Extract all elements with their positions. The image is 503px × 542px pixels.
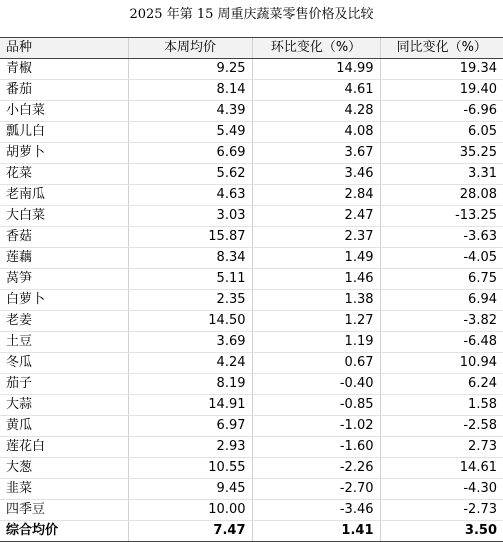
variety-cell: 冬瓜 bbox=[0, 353, 128, 374]
mom-change-cell: 1.38 bbox=[252, 290, 380, 311]
yoy-change-cell: -3.63 bbox=[380, 227, 503, 248]
mom-change-cell: -1.60 bbox=[252, 437, 380, 458]
weekly-price-cell: 9.25 bbox=[128, 59, 252, 80]
weekly-price-cell: 5.11 bbox=[128, 269, 252, 290]
table-row bbox=[0, 458, 503, 479]
variety-cell: 莲藕 bbox=[0, 248, 128, 269]
yoy-change-cell: 6.94 bbox=[380, 290, 503, 311]
yoy-change-cell: -4.05 bbox=[380, 248, 503, 269]
table-row bbox=[0, 479, 503, 500]
yoy-change-cell: -2.58 bbox=[380, 416, 503, 437]
variety-cell: 大葱 bbox=[0, 458, 128, 479]
weekly-price-cell: 9.45 bbox=[128, 479, 252, 500]
mom-change-cell: 1.41 bbox=[252, 521, 380, 542]
mom-change-cell: 1.46 bbox=[252, 269, 380, 290]
table-header bbox=[0, 38, 503, 59]
yoy-change-cell: 1.58 bbox=[380, 395, 503, 416]
table-row bbox=[0, 353, 503, 374]
mom-change-cell: -0.40 bbox=[252, 374, 380, 395]
column-header-weekly-price: 本周均价 bbox=[128, 38, 252, 59]
table-row bbox=[0, 332, 503, 353]
variety-cell: 白萝卜 bbox=[0, 290, 128, 311]
column-header-variety: 品种 bbox=[0, 38, 128, 59]
variety-cell: 土豆 bbox=[0, 332, 128, 353]
table-row bbox=[0, 164, 503, 185]
yoy-change-cell: 3.31 bbox=[380, 164, 503, 185]
price-table bbox=[0, 37, 503, 542]
weekly-price-cell: 10.55 bbox=[128, 458, 252, 479]
header-row bbox=[0, 38, 503, 59]
yoy-change-cell: -4.30 bbox=[380, 479, 503, 500]
mom-change-cell: 1.27 bbox=[252, 311, 380, 332]
yoy-change-cell: 28.08 bbox=[380, 185, 503, 206]
average-row bbox=[0, 521, 503, 542]
weekly-price-cell: 8.19 bbox=[128, 374, 252, 395]
yoy-change-cell: 10.94 bbox=[380, 353, 503, 374]
variety-cell: 四季豆 bbox=[0, 500, 128, 521]
yoy-change-cell: -6.96 bbox=[380, 101, 503, 122]
variety-cell: 综合均价 bbox=[0, 521, 128, 542]
weekly-price-cell: 3.03 bbox=[128, 206, 252, 227]
yoy-change-cell: 2.73 bbox=[380, 437, 503, 458]
weekly-price-cell: 4.24 bbox=[128, 353, 252, 374]
weekly-price-cell: 7.47 bbox=[128, 521, 252, 542]
mom-change-cell: 14.99 bbox=[252, 59, 380, 80]
mom-change-cell: 2.37 bbox=[252, 227, 380, 248]
mom-change-cell: -0.85 bbox=[252, 395, 380, 416]
yoy-change-cell: 6.24 bbox=[380, 374, 503, 395]
table-row bbox=[0, 143, 503, 164]
weekly-price-cell: 6.97 bbox=[128, 416, 252, 437]
weekly-price-cell: 10.00 bbox=[128, 500, 252, 521]
yoy-change-cell: -2.73 bbox=[380, 500, 503, 521]
mom-change-cell: 4.28 bbox=[252, 101, 380, 122]
table-row bbox=[0, 374, 503, 395]
yoy-change-cell: 19.40 bbox=[380, 80, 503, 101]
variety-cell: 大蒜 bbox=[0, 395, 128, 416]
variety-cell: 番茄 bbox=[0, 80, 128, 101]
mom-change-cell: 1.19 bbox=[252, 332, 380, 353]
table-row bbox=[0, 59, 503, 80]
yoy-change-cell: 6.75 bbox=[380, 269, 503, 290]
yoy-change-cell: 19.34 bbox=[380, 59, 503, 80]
mom-change-cell: 1.49 bbox=[252, 248, 380, 269]
yoy-change-cell: -13.25 bbox=[380, 206, 503, 227]
weekly-price-cell: 5.49 bbox=[128, 122, 252, 143]
table-row bbox=[0, 290, 503, 311]
variety-cell: 青椒 bbox=[0, 59, 128, 80]
table-row bbox=[0, 227, 503, 248]
mom-change-cell: 3.67 bbox=[252, 143, 380, 164]
weekly-price-cell: 8.14 bbox=[128, 80, 252, 101]
weekly-price-cell: 14.50 bbox=[128, 311, 252, 332]
weekly-price-cell: 2.35 bbox=[128, 290, 252, 311]
table-row bbox=[0, 500, 503, 521]
weekly-price-cell: 5.62 bbox=[128, 164, 252, 185]
weekly-price-cell: 4.39 bbox=[128, 101, 252, 122]
mom-change-cell: 0.67 bbox=[252, 353, 380, 374]
variety-cell: 大白菜 bbox=[0, 206, 128, 227]
weekly-price-cell: 15.87 bbox=[128, 227, 252, 248]
table-row bbox=[0, 395, 503, 416]
variety-cell: 小白菜 bbox=[0, 101, 128, 122]
table-row bbox=[0, 248, 503, 269]
variety-cell: 老姜 bbox=[0, 311, 128, 332]
weekly-price-cell: 2.93 bbox=[128, 437, 252, 458]
mom-change-cell: 2.84 bbox=[252, 185, 380, 206]
yoy-change-cell: -3.82 bbox=[380, 311, 503, 332]
mom-change-cell: 4.61 bbox=[252, 80, 380, 101]
mom-change-cell: 4.08 bbox=[252, 122, 380, 143]
mom-change-cell: -2.70 bbox=[252, 479, 380, 500]
yoy-change-cell: 35.25 bbox=[380, 143, 503, 164]
column-header-yoy-change: 同比变化（%） bbox=[380, 38, 503, 59]
yoy-change-cell: 6.05 bbox=[380, 122, 503, 143]
mom-change-cell: 3.46 bbox=[252, 164, 380, 185]
yoy-change-cell: 3.50 bbox=[380, 521, 503, 542]
table-body bbox=[0, 59, 503, 542]
variety-cell: 莲花白 bbox=[0, 437, 128, 458]
table-row bbox=[0, 80, 503, 101]
mom-change-cell: 2.47 bbox=[252, 206, 380, 227]
weekly-price-cell: 6.69 bbox=[128, 143, 252, 164]
table-row bbox=[0, 185, 503, 206]
mom-change-cell: -3.46 bbox=[252, 500, 380, 521]
table-row bbox=[0, 122, 503, 143]
variety-cell: 茄子 bbox=[0, 374, 128, 395]
variety-cell: 香菇 bbox=[0, 227, 128, 248]
variety-cell: 胡萝卜 bbox=[0, 143, 128, 164]
mom-change-cell: -1.02 bbox=[252, 416, 380, 437]
weekly-price-cell: 8.34 bbox=[128, 248, 252, 269]
variety-cell: 莴笋 bbox=[0, 269, 128, 290]
variety-cell: 瓢儿白 bbox=[0, 122, 128, 143]
weekly-price-cell: 3.69 bbox=[128, 332, 252, 353]
mom-change-cell: -2.26 bbox=[252, 458, 380, 479]
weekly-price-cell: 14.91 bbox=[128, 395, 252, 416]
variety-cell: 老南瓜 bbox=[0, 185, 128, 206]
table-row bbox=[0, 269, 503, 290]
column-header-mom-change: 环比变化（%） bbox=[252, 38, 380, 59]
table-row bbox=[0, 416, 503, 437]
yoy-change-cell: -6.48 bbox=[380, 332, 503, 353]
table-row bbox=[0, 437, 503, 458]
table-row bbox=[0, 206, 503, 227]
variety-cell: 韭菜 bbox=[0, 479, 128, 500]
page-title: 2025 年第 15 周重庆蔬菜零售价格及比较 bbox=[129, 7, 374, 22]
table-row bbox=[0, 101, 503, 122]
table-row bbox=[0, 311, 503, 332]
variety-cell: 花菜 bbox=[0, 164, 128, 185]
weekly-price-cell: 4.63 bbox=[128, 185, 252, 206]
yoy-change-cell: 14.61 bbox=[380, 458, 503, 479]
variety-cell: 黄瓜 bbox=[0, 416, 128, 437]
